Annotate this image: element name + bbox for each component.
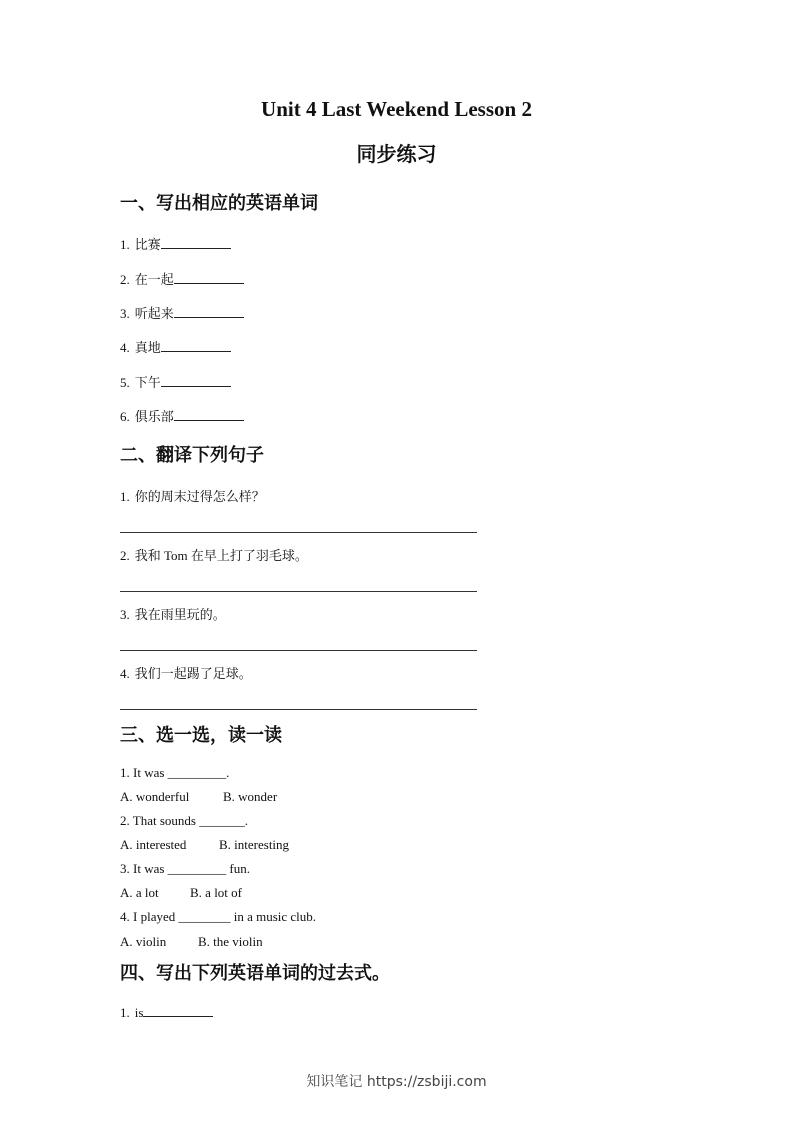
item-number: 5. <box>120 375 130 390</box>
worksheet-title: Unit 4 Last Weekend Lesson 2 <box>261 97 532 121</box>
item-number: 4. <box>120 340 130 355</box>
option-a[interactable]: A. violin <box>120 934 167 949</box>
section-2-heading: 二、翻译下列句子 <box>120 445 264 466</box>
item-text: 听起来 <box>134 306 174 321</box>
answer-line[interactable] <box>120 650 477 651</box>
item-text: 你的周末过得怎么样？ <box>134 489 265 504</box>
section-2-item <box>120 486 265 505</box>
section-2-item <box>120 663 252 682</box>
option-row <box>120 934 420 950</box>
answer-blank[interactable] <box>143 1004 213 1017</box>
question-text: 1. It was _________. <box>120 765 230 780</box>
section-1-item <box>120 337 231 356</box>
item-number: 1. <box>120 489 130 504</box>
section-1-item <box>120 234 231 253</box>
item-text: 比赛 <box>134 237 161 252</box>
answer-line[interactable] <box>120 591 477 592</box>
section-1-item <box>120 269 244 288</box>
item-text: 我们一起踢了足球。 <box>134 666 252 681</box>
item-text: is <box>134 1005 144 1020</box>
item-text: 我和 Tom 在早上打了羽毛球。 <box>134 548 308 563</box>
item-number: 3. <box>120 607 130 622</box>
section-1-item <box>120 406 244 425</box>
item-text: 真地 <box>134 340 161 355</box>
section-2-item <box>120 545 308 564</box>
option-row <box>120 789 420 805</box>
option-b[interactable]: B. a lot of <box>190 885 242 900</box>
item-text: 俱乐部 <box>134 409 174 424</box>
item-number: 2. <box>120 272 130 287</box>
section-1-item <box>120 303 244 322</box>
footer-watermark: 知识笔记 https://zsbiji.com <box>306 1074 487 1090</box>
option-b[interactable]: B. the violin <box>198 934 263 949</box>
item-text: 在一起 <box>134 272 174 287</box>
answer-blank[interactable] <box>174 408 244 421</box>
section-1-heading: 一、写出相应的英语单词 <box>120 193 318 214</box>
question-text: 2. That sounds _______. <box>120 813 248 828</box>
answer-line[interactable] <box>120 532 477 533</box>
worksheet-subtitle: 同步练习 <box>356 142 437 166</box>
section-1-item <box>120 372 231 391</box>
section-4-heading: 四、写出下列英语单词的过去式。 <box>120 963 390 984</box>
section-4-item <box>120 1004 213 1021</box>
item-number: 1. <box>120 1005 130 1020</box>
answer-blank[interactable] <box>161 339 231 352</box>
answer-blank[interactable] <box>161 236 231 249</box>
answer-line[interactable] <box>120 709 477 710</box>
option-a[interactable]: A. interested <box>120 837 187 852</box>
item-number: 3. <box>120 306 130 321</box>
option-a[interactable]: A. a lot <box>120 885 159 900</box>
item-number: 6. <box>120 409 130 424</box>
option-row <box>120 885 420 901</box>
item-number: 2. <box>120 548 130 563</box>
answer-blank[interactable] <box>174 271 244 284</box>
section-2-item <box>120 604 226 623</box>
question-text: 3. It was _________ fun. <box>120 861 250 876</box>
answer-blank[interactable] <box>174 305 244 318</box>
section-3-heading: 三、选一选，读一读 <box>120 725 282 746</box>
question-text: 4. I played ________ in a music club. <box>120 909 317 924</box>
answer-blank[interactable] <box>161 374 231 387</box>
item-text: 下午 <box>134 375 161 390</box>
option-b[interactable]: B. interesting <box>219 837 290 852</box>
item-number: 4. <box>120 666 130 681</box>
option-row <box>120 837 420 853</box>
option-a[interactable]: A. wonderful <box>120 789 190 804</box>
item-number: 1. <box>120 237 130 252</box>
option-b[interactable]: B. wonder <box>223 789 278 804</box>
item-text: 我在雨里玩的。 <box>134 607 226 622</box>
